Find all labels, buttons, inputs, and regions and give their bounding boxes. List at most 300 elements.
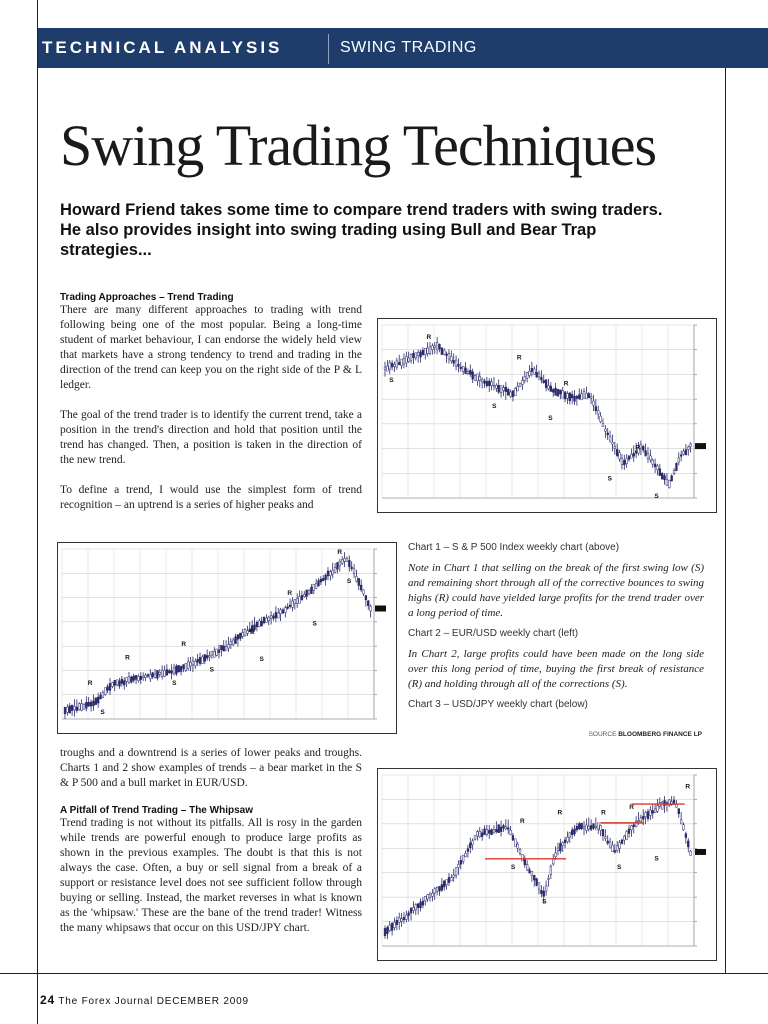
- swing-label-R: R: [557, 809, 563, 817]
- candle-body: [491, 382, 493, 386]
- candle-body: [469, 843, 471, 848]
- candle-body: [581, 394, 583, 400]
- candle-body: [495, 385, 497, 388]
- candle-body: [458, 364, 460, 366]
- candle-body: [486, 381, 488, 385]
- candle-body: [635, 821, 637, 826]
- candle-body: [187, 662, 189, 669]
- candle-body: [394, 364, 396, 366]
- candle-body: [640, 818, 642, 822]
- candle-body: [351, 567, 353, 569]
- candle-body: [386, 366, 388, 371]
- candle-body: [223, 646, 225, 651]
- candle-body: [413, 353, 415, 357]
- source-name: BLOOMBERG FINANCE LP: [618, 731, 702, 738]
- candle-body: [394, 922, 396, 928]
- swing-label-R: R: [426, 333, 432, 341]
- candle-body: [71, 705, 73, 710]
- candle-body: [83, 705, 85, 710]
- swing-label-S: S: [259, 656, 264, 664]
- candle-body: [261, 621, 263, 626]
- candle-body: [100, 695, 102, 699]
- candle-body: [133, 676, 135, 680]
- candle-body: [367, 601, 369, 606]
- candle-body: [652, 460, 654, 464]
- candle-body: [277, 613, 279, 618]
- candle-body: [472, 841, 474, 845]
- candle-body: [410, 908, 412, 913]
- left-margin-rule: [37, 0, 38, 1024]
- candle-body: [585, 825, 587, 830]
- candle-body: [436, 343, 438, 350]
- candle-body: [555, 853, 557, 857]
- candle-body: [462, 855, 464, 861]
- candle-body: [623, 460, 625, 464]
- candle-body: [538, 374, 540, 377]
- candle-body: [116, 680, 118, 685]
- candle-body: [123, 681, 125, 685]
- candle-body: [645, 451, 647, 456]
- candle-body: [604, 429, 606, 431]
- candle-body: [322, 578, 324, 580]
- candle-body: [500, 386, 502, 393]
- candle-body: [690, 444, 692, 447]
- candle-body: [522, 381, 524, 385]
- candle-body: [391, 363, 393, 367]
- swing-label-S: S: [172, 680, 177, 687]
- candle-body: [616, 449, 618, 455]
- candle-body: [213, 651, 215, 657]
- candle-body: [436, 887, 438, 891]
- candle-body: [576, 396, 578, 398]
- candle-body: [443, 881, 445, 887]
- candle-body: [114, 680, 116, 685]
- candle-body: [559, 843, 561, 851]
- candle-body: [396, 361, 398, 367]
- paragraph: Trend trading is not without its pitfalls. All is rosy in the garden while trends are powerful enough to produce large profits as shown in the previous examples. The doubt is that this is not always the case. Often, a buy or sell signal from a break of a support or resistance level does not see sufficient follow through buying or selling. Instead, the market reverses in what is known as the 'whipsaw.' These are the bane of the trend trader! Witness the many whipsaws that occur on this USD/JPY chart.: [60, 817, 362, 934]
- candle-body: [484, 829, 486, 835]
- subhead-trend-trading: Trading Approaches – Trend Trading: [60, 292, 234, 303]
- candle-body: [327, 571, 329, 576]
- candle-body: [638, 820, 640, 821]
- candle-body: [505, 387, 507, 392]
- candle-body: [685, 834, 687, 838]
- candle-body: [424, 348, 426, 354]
- candle-body: [403, 358, 405, 364]
- candle-body: [104, 688, 106, 695]
- candle-body: [647, 812, 649, 819]
- candle-body: [398, 362, 400, 364]
- candle-body: [408, 913, 410, 915]
- candle-body: [434, 889, 436, 893]
- swing-label-R: R: [181, 640, 187, 648]
- last-price-marker: [695, 443, 706, 449]
- candle-body: [85, 702, 87, 708]
- candle-body: [540, 890, 542, 893]
- candle-body: [574, 396, 576, 401]
- candle-body: [427, 348, 429, 353]
- candle-body: [590, 397, 592, 398]
- candle-body: [157, 670, 159, 678]
- candle-body: [503, 825, 505, 828]
- chart-3-plot: [378, 769, 716, 960]
- candle-body: [588, 394, 590, 398]
- candle-body: [628, 456, 630, 460]
- candle-body: [607, 841, 609, 843]
- swing-label-R: R: [685, 783, 691, 791]
- candle-body: [481, 379, 483, 382]
- candle-body: [235, 637, 237, 644]
- candle-body: [690, 851, 692, 855]
- candle-body: [559, 390, 561, 394]
- candle-body: [135, 675, 137, 679]
- candle-body: [683, 825, 685, 830]
- candle-body: [74, 707, 76, 710]
- candle-body: [211, 651, 213, 655]
- candle-body: [633, 453, 635, 456]
- candle-body: [396, 920, 398, 924]
- candle-body: [398, 918, 400, 923]
- swing-label-S: S: [346, 578, 352, 585]
- candle-body: [138, 676, 140, 680]
- last-price-marker: [375, 606, 386, 612]
- candle-body: [649, 810, 651, 815]
- candle-body: [247, 631, 249, 634]
- candle-body: [600, 416, 602, 422]
- candle-body: [391, 923, 393, 930]
- candle-body: [145, 675, 147, 677]
- candle-body: [474, 836, 476, 840]
- page-number: 24: [40, 993, 55, 1007]
- paragraph: There are many different approaches to trading with trend following being one of the most popular. Being a long-time student of market behaviour, I can endorse the widely held view that markets have a strong tendency to trend and trading in the direction of the trend can keep you on the right side of the P & L ledger.: [60, 304, 362, 391]
- candle-body: [488, 381, 490, 386]
- candle-body: [583, 392, 585, 398]
- candle-body: [514, 839, 516, 847]
- candle-body: [533, 875, 535, 880]
- candle-body: [403, 917, 405, 920]
- standfirst: Howard Friend takes some time to compare trend traders with swing traders. He also provides insight into swing trading using Bull and Bear Trap strategies...: [60, 201, 663, 259]
- candle-body: [652, 810, 654, 813]
- candle-body: [531, 368, 533, 371]
- chart-1-plot: [378, 319, 716, 512]
- candle-body: [543, 380, 545, 382]
- candle-body: [320, 579, 322, 582]
- candle-body: [111, 683, 113, 687]
- candle-body: [232, 640, 234, 645]
- candle-body: [313, 584, 315, 590]
- candle-body: [128, 676, 130, 683]
- candle-body: [225, 646, 227, 650]
- candle-body: [93, 701, 95, 706]
- candle-body: [410, 354, 412, 360]
- candle-body: [413, 907, 415, 910]
- candle-body: [512, 835, 514, 840]
- candle-body: [401, 919, 403, 922]
- chart-1-sp500: [377, 318, 717, 513]
- candle-body: [450, 878, 452, 881]
- candle-body: [548, 386, 550, 389]
- candle-body: [197, 659, 199, 662]
- candle-body: [460, 367, 462, 368]
- candle-body: [562, 391, 564, 398]
- chart-2-plot: [58, 543, 396, 733]
- candle-body: [529, 870, 531, 873]
- caption-chart-1: Chart 1 – S & P 500 Index weekly chart (above): [408, 542, 620, 553]
- candle-body: [161, 670, 163, 676]
- page-title: Swing Trading Techniques: [60, 113, 657, 178]
- candle-body: [545, 886, 547, 891]
- candle-body: [588, 826, 590, 829]
- candle-body: [339, 561, 341, 566]
- candle-body: [567, 394, 569, 399]
- candle-body: [543, 891, 545, 896]
- last-price-marker: [695, 849, 706, 855]
- candle-body: [673, 470, 675, 473]
- candle-body: [273, 616, 275, 618]
- article-column-bottom: [60, 746, 362, 936]
- candle-body: [90, 702, 92, 706]
- candle-body: [140, 676, 142, 679]
- candle-body: [597, 410, 599, 414]
- swing-label-R: R: [563, 380, 569, 388]
- candle-body: [593, 401, 595, 405]
- candle-body: [531, 871, 533, 875]
- candle-body: [130, 677, 132, 682]
- candle-body: [467, 372, 469, 374]
- candle-body: [550, 386, 552, 391]
- candle-body: [450, 356, 452, 361]
- candle-body: [522, 854, 524, 860]
- candle-body: [386, 927, 388, 933]
- candle-body: [175, 666, 177, 674]
- candle-body: [600, 825, 602, 830]
- candle-body: [228, 645, 230, 648]
- candle-body: [152, 673, 154, 677]
- candle-body: [493, 830, 495, 833]
- candle-body: [166, 670, 168, 675]
- candle-body: [299, 597, 301, 604]
- candle-body: [154, 674, 156, 678]
- footer-rule: [0, 973, 768, 974]
- candle-body: [180, 666, 182, 671]
- candle-body: [458, 864, 460, 867]
- candle-body: [529, 371, 531, 375]
- candle-body: [503, 388, 505, 391]
- candle-body: [621, 458, 623, 464]
- candle-body: [609, 436, 611, 441]
- candle-body: [429, 894, 431, 897]
- candle-body: [604, 837, 606, 838]
- candle-body: [429, 347, 431, 354]
- candle-body: [626, 458, 628, 463]
- candle-body: [443, 350, 445, 354]
- candle-body: [574, 829, 576, 834]
- candle-body: [344, 558, 346, 561]
- swing-label-S: S: [654, 855, 659, 863]
- candle-body: [318, 581, 320, 586]
- candle-body: [301, 595, 303, 600]
- candle-body: [462, 366, 464, 371]
- swing-label-S: S: [100, 708, 105, 716]
- candle-body: [680, 820, 682, 824]
- candle-body: [619, 843, 621, 849]
- caption-chart-3: Chart 3 – USD/JPY weekly chart (below): [408, 699, 588, 710]
- candle-body: [360, 585, 362, 590]
- swing-label-R: R: [629, 804, 634, 812]
- candle-body: [590, 826, 592, 830]
- candle-body: [280, 610, 282, 614]
- candle-body: [519, 849, 521, 853]
- swing-label-R: R: [337, 549, 343, 557]
- candle-body: [678, 809, 680, 814]
- candle-body: [199, 657, 201, 663]
- candle-body: [602, 829, 604, 835]
- candle-body: [448, 877, 450, 882]
- candle-body: [687, 841, 689, 847]
- candle-body: [536, 879, 538, 886]
- candle-body: [455, 868, 457, 876]
- candle-body: [329, 572, 331, 576]
- paragraph: To define a trend, I would use the simplest form of trend recognition – an uptrend is a series of higher peaks and: [60, 484, 362, 511]
- candle-body: [434, 346, 436, 348]
- candle-body: [384, 367, 386, 369]
- candle-body: [441, 885, 443, 891]
- candle-body: [126, 677, 128, 681]
- candle-body: [363, 590, 365, 594]
- candle-body: [612, 845, 614, 851]
- candle-body: [626, 832, 628, 840]
- candle-body: [614, 447, 616, 449]
- candle-body: [431, 346, 433, 350]
- candle-body: [479, 831, 481, 837]
- article-column-top: [60, 292, 362, 513]
- swing-label-S: S: [607, 475, 612, 483]
- candle-body: [282, 610, 284, 613]
- candle-body: [119, 681, 121, 686]
- candle-body: [66, 707, 68, 712]
- candle-body: [389, 925, 391, 931]
- swing-label-R: R: [601, 809, 606, 817]
- candle-body: [664, 476, 666, 480]
- candle-body: [237, 635, 239, 640]
- candle-body: [526, 373, 528, 379]
- candle-body: [81, 704, 83, 711]
- candle-body: [659, 469, 661, 476]
- candle-body: [668, 480, 670, 487]
- candle-body: [519, 383, 521, 386]
- swing-label-R: R: [516, 354, 522, 362]
- candle-body: [564, 840, 566, 843]
- candle-body: [408, 358, 410, 361]
- candle-body: [439, 344, 441, 349]
- candle-body: [292, 601, 294, 607]
- candle-body: [514, 388, 516, 395]
- candle-body: [585, 393, 587, 398]
- candle-body: [64, 707, 66, 714]
- candle-body: [510, 830, 512, 834]
- candle-body: [621, 840, 623, 843]
- candle-body: [356, 576, 358, 581]
- candle-body: [661, 473, 663, 479]
- candle-body: [164, 670, 166, 676]
- candle-body: [645, 812, 647, 817]
- paragraph: The goal of the trend trader is to identify the current trend, take a position in the trend's direction and hold that position until the trend has changed. Then, a position is taken in the direction of the new trend.: [60, 409, 362, 466]
- candle-body: [578, 395, 580, 399]
- candle-body: [477, 374, 479, 381]
- candle-body: [609, 842, 611, 848]
- candle-body: [640, 444, 642, 448]
- candle-body: [469, 370, 471, 374]
- candle-body: [78, 704, 80, 710]
- candle-body: [353, 569, 355, 573]
- candle-body: [171, 671, 173, 674]
- candle-body: [341, 559, 343, 563]
- candle-body: [88, 702, 90, 706]
- candle-body: [453, 875, 455, 877]
- candle-body: [678, 458, 680, 462]
- candle-body: [448, 354, 450, 359]
- candle-body: [633, 825, 635, 827]
- candle-body: [308, 591, 310, 594]
- candle-body: [538, 883, 540, 889]
- candle-body: [268, 617, 270, 621]
- candle-body: [315, 583, 317, 588]
- candle-body: [619, 453, 621, 459]
- candle-body: [569, 393, 571, 401]
- candle-body: [500, 827, 502, 832]
- candle-body: [533, 369, 535, 374]
- candle-body: [455, 360, 457, 366]
- swing-label-S: S: [510, 864, 516, 872]
- candle-body: [484, 381, 486, 384]
- candle-body: [507, 389, 509, 395]
- candle-body: [275, 612, 277, 618]
- candle-body: [569, 833, 571, 837]
- candle-body: [69, 706, 71, 713]
- candle-body: [474, 376, 476, 381]
- candle-body: [97, 697, 99, 703]
- swing-label-R: R: [287, 589, 293, 597]
- candle-body: [311, 587, 313, 593]
- swing-label-S: S: [616, 864, 622, 872]
- candle-body: [545, 380, 547, 388]
- candle-body: [524, 377, 526, 381]
- candle-body: [571, 830, 573, 835]
- candle-body: [348, 560, 350, 566]
- candle-body: [548, 878, 550, 879]
- candle-body: [173, 668, 175, 674]
- candle-body: [647, 454, 649, 459]
- candle-body: [571, 394, 573, 397]
- candle-body: [102, 692, 104, 697]
- candle-body: [389, 363, 391, 369]
- candle-body: [649, 456, 651, 460]
- subsection-label: SWING TRADING: [340, 39, 477, 56]
- candle-body: [614, 851, 616, 853]
- candle-body: [498, 825, 500, 833]
- swing-label-S: S: [654, 493, 659, 500]
- candle-body: [583, 826, 585, 828]
- candle-body: [194, 661, 196, 666]
- source-label: SOURCE: [588, 731, 617, 738]
- candle-body: [401, 359, 403, 366]
- candle-body: [147, 675, 149, 677]
- candle-body: [685, 450, 687, 455]
- right-margin-rule: [725, 68, 726, 973]
- candle-body: [334, 567, 336, 572]
- candle-body: [595, 826, 597, 828]
- candle-body: [498, 385, 500, 392]
